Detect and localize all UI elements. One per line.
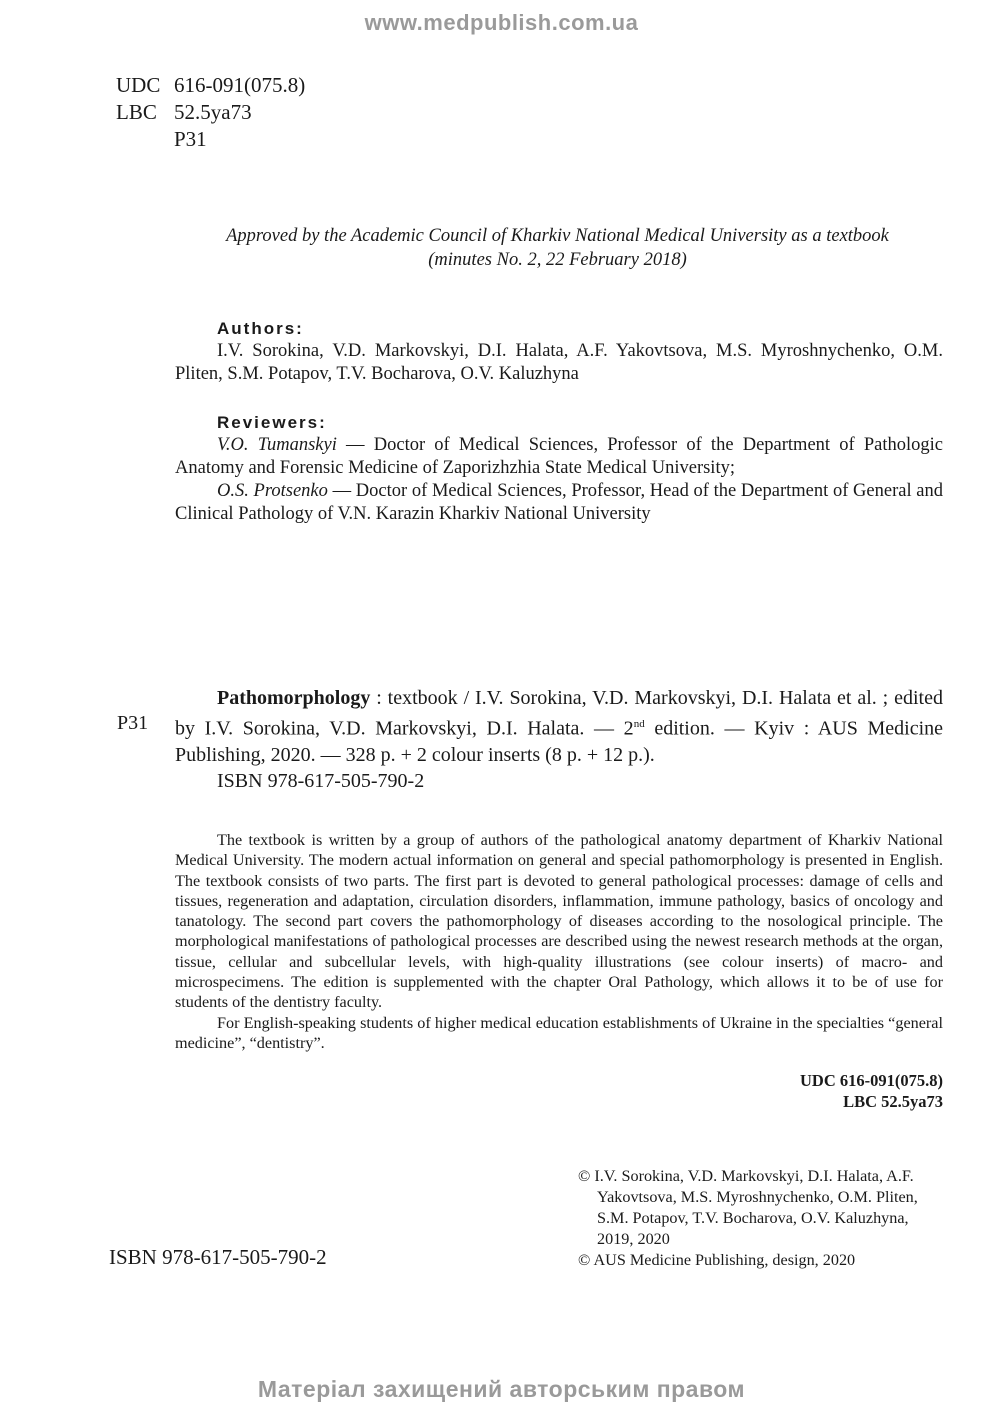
- reviewer-name: O.S. Protsenko: [217, 481, 328, 501]
- bibliographic-record: [175, 685, 943, 794]
- watermark-bottom: Матеріал захищений авторським правом: [257, 1376, 746, 1402]
- bibliographic-description: [175, 685, 943, 768]
- reviewer-description: — Doctor of Medical Sciences, Professor, Head of the Department of General and Clinical Pathology of V.N. Karazin Kharkiv National University: [175, 481, 944, 524]
- approval-note: [170, 224, 945, 272]
- bibliography-isbn: ISBN 978-617-505-790-2: [217, 769, 425, 792]
- abstract-paragraph-1: The textbook is written by a group of authors of the pathological anatomy department of Kharkiv National Medical University. The modern actual information on general and special pathomorphology is presented in English. The textbook consists of two parts. The first part is devoted to general pathological processes: damage of cells and tissues, regeneration and adaptation, circulation disorders, inflammation, immune pathology, basics of oncology and tanatology. The second part covers the pathomorphology of diseases according to the nosological principle. The morphological manifestations of pathological processes are described using the newest research methods at the organ, tissue, cellular and subcellular levels, with high-quality illustrations (see colour inserts) of macro- and microspecimens. The edition is supplemented with the chapter Oral Pathology, which allows it to be of use for students of the dentistry faculty.: [175, 831, 943, 1012]
- bibliography-text-2: edition. — Kyiv : AUS Medicine Publishing, 2020. — 328 p. + 2 colour inserts (8 p. + 12 p.).: [175, 717, 944, 766]
- classification-code: P31: [174, 127, 207, 151]
- abstract-paragraph-2: For English-speaking students of higher medical education establishments of Ukraine in the specialties “general medicine”, “dentistry”.: [175, 1013, 943, 1052]
- edition-superscript: nd: [633, 718, 645, 730]
- abstract: [175, 830, 943, 1053]
- bibliography-text-1: : textbook / I.V. Sorokina, V.D. Markovskyi, D.I. Halata et al. ; edited by I.V. Sorokina, V.D. Markovskyi, D.I. Halata. — 2: [175, 687, 943, 740]
- reviewer-entry: [175, 434, 943, 480]
- lbc-code: LBC 52.5ya73: [843, 1092, 943, 1111]
- approval-line-2: (minutes No. 2, 22 February 2018): [428, 250, 687, 270]
- lbc-value: 52.5ya73: [174, 100, 252, 124]
- copyright-publisher: © AUS Medicine Publishing, design, 2020: [578, 1251, 856, 1269]
- authors-heading: Authors:: [217, 319, 304, 338]
- copyright-block: [578, 1166, 946, 1271]
- authors-section: [175, 317, 943, 386]
- isbn-bottom: ISBN 978-617-505-790-2: [109, 1245, 327, 1269]
- reviewers-heading: Reviewers:: [217, 413, 327, 432]
- classification-codes: [800, 1070, 943, 1112]
- book-title: Pathomorphology: [217, 687, 371, 709]
- reviewers-section: [175, 411, 943, 526]
- reviewer-description: — Doctor of Medical Sciences, Professor of the Department of Pathologic Anatomy and Forensic Medicine of Zaporizhzhia State Medical University;: [175, 435, 943, 478]
- reviewer-entry: [175, 480, 943, 526]
- udc-value: 616-091(075.8): [174, 73, 306, 97]
- approval-line-1: Approved by the Academic Council of Kharkiv National Medical University as a textbook: [226, 226, 889, 246]
- authors-list: I.V. Sorokina, V.D. Markovskyi, D.I. Halata, A.F. Yakovtsova, M.S. Myroshnychenko, O.M. Pliten, S.M. Potapov, T.V. Bocharova, O.V. Kaluzhyna: [175, 341, 943, 384]
- copyright-authors: © I.V. Sorokina, V.D. Markovskyi, D.I. Halata, A.F. Yakovtsova, M.S. Myroshnychenko, O.M. Pliten, S.M. Potapov, T.V. Bocharova, O.V. Kaluzhyna, 2019, 2020: [578, 1167, 918, 1248]
- classification-block: [116, 72, 305, 153]
- bibliography-side-code: P31: [117, 712, 149, 734]
- udc-label: UDC: [116, 73, 161, 97]
- reviewer-name: V.O. Tumanskyi: [217, 435, 337, 455]
- watermark-top: www.medpublish.com.ua: [364, 10, 639, 35]
- lbc-label: LBC: [116, 100, 157, 124]
- udc-code: UDC 616-091(075.8): [800, 1071, 943, 1090]
